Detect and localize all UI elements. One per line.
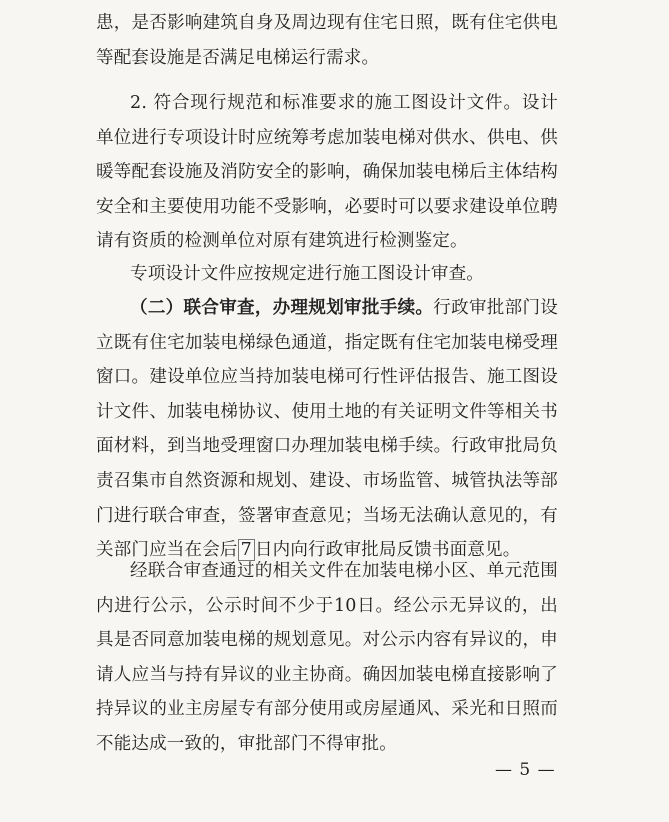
paragraph-4-body: 行政审批部门设立既有住宅加装电梯绿色通道，指定既有住宅加装电梯受理窗口。建设单位应当持加装电梯可行性评估报告、施工图设计文件、加装电梯协议、使用土地的有关证明文件等相关书面材料，到当地受理窗口办理加装电梯手续。行政审批局负责召集市自然资源和规划、建设、市场监管、城管执法等部门进行联合审查，签署审查意见；当场无法确认意见的，有关部门应当在会后 xyxy=(96,298,558,561)
paragraph-5-text: 经联合审查通过的相关文件在加装电梯小区、单元范围内进行公示，公示时间不少于10日。经公示无异议的，出具是否同意加装电梯的规划意见。对公示内容有异议的，申请人应当与持有异议的业主协商。确因加装电梯直接影响了持异议的业主房屋专有部分使用或房屋通风、采光和日照而不能达成一致的，审批部门不得审批。 xyxy=(96,561,558,754)
paragraph-5 xyxy=(96,554,558,762)
paragraph-1: 患，是否影响建筑自身及周边现有住宅日照，既有住宅供电等配套设施是否满足电梯运行需求。 xyxy=(96,13,558,68)
section-heading: （二）联合审查，办理规划审批手续。 xyxy=(130,298,434,318)
days-highlight: 7 xyxy=(238,539,255,561)
paragraph-4 xyxy=(96,291,558,568)
paragraph-4-tail: 日内向行政审批局反馈书面意见。 xyxy=(254,540,521,561)
paragraph-3: 专项设计文件应按规定进行施工图设计审查。 xyxy=(130,264,484,284)
paragraph-2: 2. 符合现行规范和标准要求的施工图设计文件。设计单位进行专项设计时应统筹考虑加装电梯对供水、供电、供暖等配套设施及消防安全的影响，确保加装电梯后主体结构安全和主要使用功能不受影响，必要时可以要求建设单位聘请有资质的检测单位对原有建筑进行检测鉴定。 xyxy=(96,93,558,252)
page-number: — 5 — xyxy=(495,760,556,780)
